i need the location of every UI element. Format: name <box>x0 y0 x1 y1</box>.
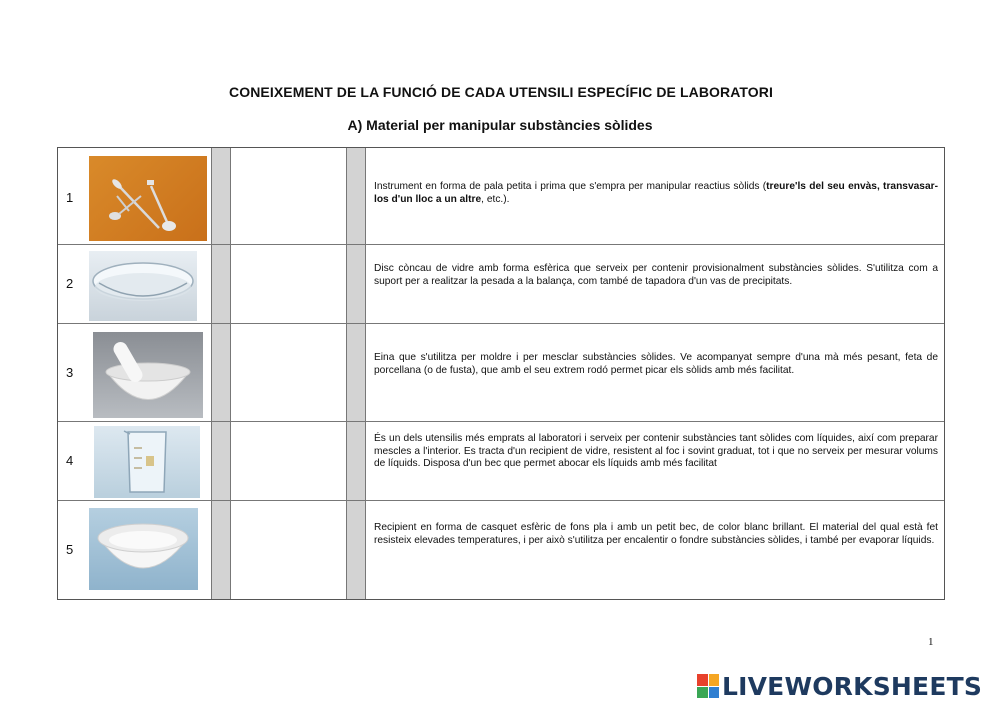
liveworksheets-logo <box>697 672 982 700</box>
row-description: Eina que s'utilitza per moldre i per mesclar substàncies sòlides. Ve acompanyat sempre d'una mà més pesant, feta de porcellana (o de fusta), que amb el seu extrem rodó permet picar els sòlids amb més facilitat. <box>374 352 938 376</box>
row-number: 3 <box>66 365 74 380</box>
row-description <box>374 181 938 206</box>
description-bold-text: treure'ls del seu envàs, transvasar-los d'un lloc a un altre <box>374 181 938 205</box>
row-number: 4 <box>66 453 74 468</box>
section-subtitle: A) Material per manipular substàncies sòlides <box>347 117 653 133</box>
mortar-pestle-photo <box>93 332 203 418</box>
answer-field[interactable] <box>233 249 345 319</box>
answer-field[interactable] <box>233 426 345 496</box>
beaker-photo <box>94 426 200 498</box>
logo-grid-icon <box>697 674 719 698</box>
table-row <box>58 422 944 501</box>
evaporating-dish-photo <box>89 508 198 590</box>
row-number: 1 <box>66 190 74 205</box>
page-number: 1 <box>928 636 934 648</box>
spatulas-photo <box>89 156 207 241</box>
answer-field[interactable] <box>233 152 345 240</box>
description-tail-text: , etc.). <box>481 193 510 205</box>
description-text: Instrument en forma de pala petita i prima que s'empra per manipular reactius sòlids ( <box>374 181 767 192</box>
row-number: 5 <box>66 542 74 557</box>
table-row <box>58 148 944 245</box>
answer-field[interactable] <box>233 328 345 417</box>
brand-name: LIVEWORKSHEETS <box>722 671 983 701</box>
watch-glass-photo <box>89 251 197 321</box>
utensils-table <box>57 147 945 600</box>
table-row <box>58 245 944 324</box>
table-row <box>58 324 944 422</box>
row-description: Disc còncau de vidre amb forma esfèrica que serveix per contenir provisionalment substàncies sòlides. S'utilitza com a suport per a realitzar la pesada a la balança, com també de tapadora d'un vas de precipitats. <box>374 263 938 287</box>
answer-field[interactable] <box>233 505 345 594</box>
row-number: 2 <box>66 276 74 291</box>
page-title: CONEIXEMENT DE LA FUNCIÓ DE CADA UTENSILI ESPECÍFIC DE LABORATORI <box>229 84 773 100</box>
row-description: És un dels utensilis més emprats al laboratori i serveix per contenir substàncies tant sòlides com líquides, així com preparar mescles a l'interior. Es tracta d'un recipient de vidre, resistent al foc i sovint graduat, tot i que no serveix per mesurar volums de líquids. Disposa d'un bec que permet abocar els líquids amb més facilitat <box>374 433 938 470</box>
row-description: Recipient en forma de casquet esfèric de fons pla i amb un petit bec, de color blanc brillant. El material del qual està fet resisteix elevades temperatures, i per això s'utilitza per encalentir o fondre substàncies sòlides, i també per evaporar líquids. <box>374 522 938 546</box>
table-row <box>58 501 944 599</box>
